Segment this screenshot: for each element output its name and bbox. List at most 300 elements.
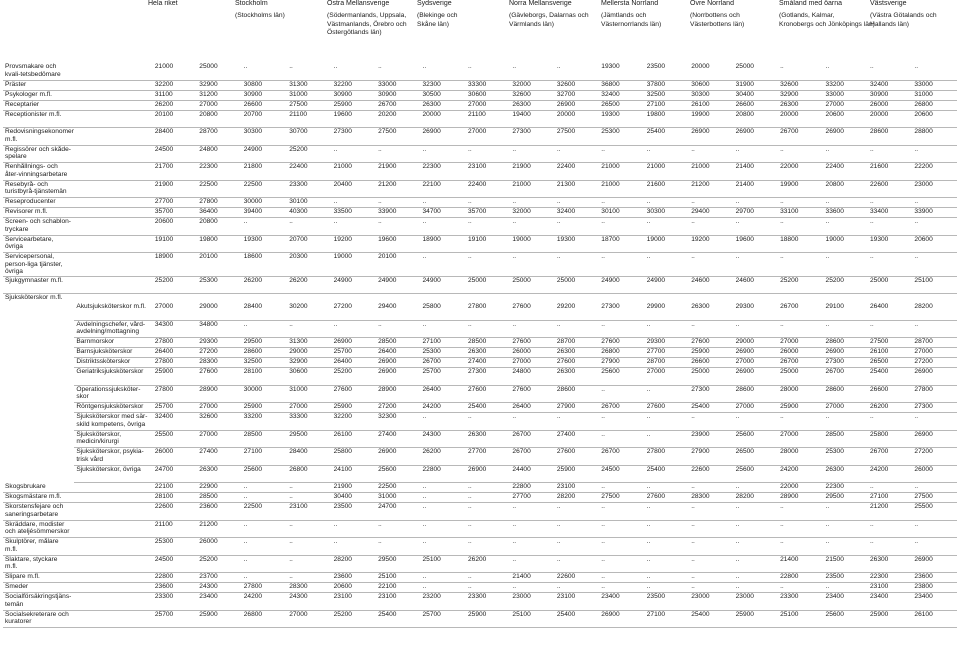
- occupation-row: [3, 128, 957, 146]
- salary-value: 22500: [242, 503, 287, 521]
- salary-value: 28200: [734, 493, 778, 503]
- salary-value: ..: [868, 520, 912, 538]
- salary-value: ..: [645, 503, 689, 521]
- salary-value: 28900: [376, 385, 420, 403]
- occupation-label: Sjuksköterskor, medicin/kirurgi: [74, 430, 153, 448]
- salary-value: 27500: [555, 128, 599, 146]
- salary-value: 23400: [912, 593, 957, 611]
- salary-value: ..: [510, 145, 554, 163]
- salary-value: 19200: [689, 235, 733, 253]
- salary-value: ..: [824, 320, 868, 338]
- salary-value: ..: [734, 413, 778, 431]
- salary-value: 26200: [153, 100, 197, 110]
- salary-value: 21100: [153, 520, 197, 538]
- salary-value: ..: [332, 538, 376, 556]
- salary-value: 26800: [287, 465, 331, 483]
- salary-value: 22600: [555, 573, 599, 583]
- occupation-label: [3, 593, 153, 611]
- salary-value: 26200: [466, 555, 510, 573]
- occupation-label: [3, 63, 153, 80]
- salary-value: 23000: [734, 593, 778, 611]
- salary-value: ..: [645, 145, 689, 163]
- salary-value: 25100: [510, 610, 554, 628]
- salary-value: 28300: [689, 493, 733, 503]
- salary-value: 19600: [376, 235, 420, 253]
- salary-value: ..: [599, 413, 644, 431]
- salary-value: 26700: [778, 128, 823, 146]
- salary-value: ..: [689, 538, 733, 556]
- salary-value: ..: [599, 555, 644, 573]
- salary-value: ..: [734, 583, 778, 593]
- occupation-label: [3, 100, 153, 110]
- salary-value: 19300: [868, 235, 912, 253]
- salary-value: ..: [287, 483, 331, 493]
- salary-value: 28400: [242, 303, 287, 320]
- salary-value: 32200: [332, 413, 376, 431]
- region-column-header: [870, 0, 937, 29]
- salary-value: 27800: [197, 198, 241, 208]
- region-name: Småland med öarna: [779, 0, 843, 7]
- salary-value: 18700: [599, 235, 644, 253]
- salary-value: 21000: [599, 163, 644, 181]
- salary-value: ..: [689, 555, 733, 573]
- salary-value: 25400: [466, 403, 510, 413]
- salary-value: ..: [868, 145, 912, 163]
- salary-value: 28000: [778, 448, 823, 466]
- salary-value: 27000: [778, 430, 823, 448]
- occupation-row: [3, 253, 957, 277]
- salary-value: ..: [242, 63, 287, 80]
- occupation-label: [3, 128, 153, 146]
- salary-value: ..: [778, 503, 823, 521]
- salary-value: ..: [555, 198, 599, 208]
- salary-value: 20600: [912, 110, 957, 128]
- salary-value: ..: [421, 63, 466, 80]
- salary-value: ..: [734, 218, 778, 236]
- salary-value: 21200: [689, 180, 733, 198]
- salary-value: 24100: [332, 465, 376, 483]
- salary-value: 32600: [555, 80, 599, 90]
- salary-value: 32300: [376, 413, 420, 431]
- salary-value: 26200: [242, 276, 287, 294]
- occupation-label: Barnsjuksköterskor: [74, 348, 153, 358]
- salary-value: 27100: [421, 338, 466, 348]
- salary-value: 27000: [734, 403, 778, 413]
- indent-cell: [3, 320, 74, 338]
- salary-value: 19300: [599, 110, 644, 128]
- region-name: Östra Mellansverige: [327, 0, 390, 7]
- occupation-row: [3, 208, 957, 218]
- salary-value: 27700: [153, 198, 197, 208]
- salary-value: 26900: [376, 358, 420, 368]
- occupation-label: [3, 610, 153, 628]
- nurse-subcategory-row: [3, 320, 957, 338]
- salary-value: ..: [734, 555, 778, 573]
- salary-value: 30900: [332, 90, 376, 100]
- salary-value: 34800: [197, 320, 241, 338]
- salary-value: 33000: [376, 80, 420, 90]
- nurse-subcategory-row: [3, 448, 957, 466]
- occupation-label-text: Resebyrå- och turistbyrå-tjänstemän: [5, 180, 67, 196]
- salary-value: 26000: [868, 100, 912, 110]
- salary-value: ..: [510, 253, 554, 277]
- salary-value: 33200: [242, 413, 287, 431]
- occupation-label: [3, 110, 153, 128]
- salary-value: 32600: [197, 413, 241, 431]
- salary-value: 27600: [555, 448, 599, 466]
- salary-value: 23500: [824, 573, 868, 583]
- salary-value: 25600: [734, 430, 778, 448]
- salary-value: 24500: [153, 145, 197, 163]
- salary-value: 26300: [466, 348, 510, 358]
- salary-value: 32400: [153, 413, 197, 431]
- salary-value: ..: [912, 218, 957, 236]
- salary-value: 22300: [197, 163, 241, 181]
- salary-value: 28500: [466, 338, 510, 348]
- salary-value: 29400: [376, 303, 420, 320]
- salary-value: ..: [466, 483, 510, 493]
- salary-value: 21100: [466, 110, 510, 128]
- salary-value: ..: [912, 483, 957, 493]
- salary-value: ..: [242, 218, 287, 236]
- salary-value: ..: [645, 413, 689, 431]
- salary-value: 25000: [197, 63, 241, 80]
- salary-value: 26900: [599, 610, 644, 628]
- salary-value: 21900: [332, 483, 376, 493]
- occupation-row: [3, 538, 957, 556]
- salary-value: 27200: [912, 448, 957, 466]
- salary-value: 28400: [287, 448, 331, 466]
- salary-value: 21200: [376, 180, 420, 198]
- salary-value: ..: [645, 218, 689, 236]
- salary-value: ..: [421, 413, 466, 431]
- salary-value: 30600: [689, 80, 733, 90]
- salary-value: 30000: [242, 198, 287, 208]
- salary-value: 27600: [645, 403, 689, 413]
- salary-value: ..: [332, 63, 376, 80]
- salary-value: 24400: [510, 465, 554, 483]
- salary-value: 20600: [153, 218, 197, 236]
- salary-value: 25300: [824, 448, 868, 466]
- salary-value: 27800: [466, 303, 510, 320]
- group-heading-row: [3, 294, 957, 304]
- salary-value: 19100: [466, 235, 510, 253]
- salary-value: 25800: [868, 430, 912, 448]
- salary-value: 18900: [421, 235, 466, 253]
- salary-value: 24900: [332, 276, 376, 294]
- salary-value: ..: [421, 253, 466, 277]
- salary-value: ..: [868, 483, 912, 493]
- salary-value: 28200: [912, 303, 957, 320]
- occupation-label: [3, 583, 153, 593]
- salary-value: ..: [912, 538, 957, 556]
- salary-value: 26400: [332, 358, 376, 368]
- salary-value: 30700: [287, 128, 331, 146]
- salary-value: 23600: [912, 573, 957, 583]
- salary-value: 29300: [734, 303, 778, 320]
- salary-value: ..: [599, 198, 644, 208]
- salary-value: 27000: [197, 403, 241, 413]
- nurse-subcategory-row: [3, 465, 957, 483]
- salary-value: 29000: [734, 338, 778, 348]
- salary-value: 33500: [332, 208, 376, 218]
- occupation-label: [3, 208, 153, 218]
- salary-value: 24900: [645, 276, 689, 294]
- salary-value: 28200: [332, 555, 376, 573]
- occupation-label-text: Sjukgymnaster m.fl.: [5, 276, 63, 284]
- salary-value: 31000: [287, 90, 331, 100]
- salary-value: 31300: [287, 80, 331, 90]
- salary-value: 23100: [287, 503, 331, 521]
- salary-value: 28700: [197, 128, 241, 146]
- salary-value: 26400: [376, 348, 420, 358]
- occupation-label: Sjuksköterskor, psykia-trisk vård: [74, 448, 153, 466]
- salary-value: 31000: [287, 385, 331, 403]
- salary-value: ..: [242, 483, 287, 493]
- salary-value: 20800: [824, 180, 868, 198]
- salary-value: 22500: [376, 483, 420, 493]
- occupation-row: [3, 180, 957, 198]
- salary-value: 23300: [153, 593, 197, 611]
- salary-value: ..: [332, 320, 376, 338]
- salary-value: 22400: [824, 163, 868, 181]
- salary-value: 23500: [332, 503, 376, 521]
- salary-value: 22300: [421, 163, 466, 181]
- salary-value: 22800: [510, 483, 554, 493]
- salary-value: 29400: [689, 208, 733, 218]
- salary-value: ..: [376, 198, 420, 208]
- salary-value: ..: [599, 253, 644, 277]
- salary-value: 25600: [599, 368, 644, 386]
- salary-value: 24900: [599, 276, 644, 294]
- salary-value: 40300: [287, 208, 331, 218]
- region-counties: (Norrbottens och Västerbottens län): [690, 12, 745, 28]
- salary-value: 26700: [510, 448, 554, 466]
- salary-value: 26300: [824, 465, 868, 483]
- salary-value: 20100: [376, 253, 420, 277]
- salary-value: 26400: [421, 385, 466, 403]
- salary-value: 32900: [197, 80, 241, 90]
- salary-value: 25900: [689, 348, 733, 358]
- salary-value: 32600: [778, 80, 823, 90]
- salary-value: 25600: [734, 465, 778, 483]
- salary-value: ..: [645, 520, 689, 538]
- occupation-label: [3, 503, 153, 521]
- salary-value: ..: [778, 145, 823, 163]
- salary-value: ..: [555, 503, 599, 521]
- occupation-row: [3, 63, 957, 80]
- salary-value: 32400: [599, 90, 644, 100]
- salary-value: ..: [421, 520, 466, 538]
- salary-value: 31000: [912, 90, 957, 100]
- salary-value: 26300: [197, 465, 241, 483]
- salary-value: ..: [824, 583, 868, 593]
- salary-value: 32900: [778, 90, 823, 100]
- salary-value: ..: [778, 253, 823, 277]
- salary-value: 25600: [824, 610, 868, 628]
- salary-value: 27200: [197, 348, 241, 358]
- salary-value: 29200: [555, 303, 599, 320]
- occupation-label: [3, 520, 153, 538]
- occupation-label: [3, 235, 153, 253]
- occupation-label-text: Smeder: [5, 583, 29, 591]
- salary-value: 27900: [555, 403, 599, 413]
- salary-value: ..: [510, 520, 554, 538]
- salary-value: 29500: [242, 338, 287, 348]
- occupation-label-text: Screen- och schablon-tryckare: [5, 218, 71, 233]
- salary-value: 32900: [287, 358, 331, 368]
- salary-value: ..: [242, 320, 287, 338]
- salary-value: 26500: [599, 100, 644, 110]
- salary-value: 19400: [510, 110, 554, 128]
- salary-value: 28100: [242, 368, 287, 386]
- salary-value: 20700: [242, 110, 287, 128]
- salary-value: 24200: [421, 403, 466, 413]
- salary-value: 21300: [555, 180, 599, 198]
- salary-value: ..: [555, 583, 599, 593]
- salary-value: 32500: [645, 90, 689, 100]
- salary-value: 26300: [778, 100, 823, 110]
- salary-value: 19600: [734, 235, 778, 253]
- salary-value: 27800: [153, 385, 197, 403]
- salary-value: 22300: [824, 483, 868, 493]
- salary-value: 27400: [555, 430, 599, 448]
- salary-value: ..: [510, 198, 554, 208]
- salary-value: 20600: [332, 583, 376, 593]
- salary-value: 26300: [555, 348, 599, 358]
- salary-value: 25000: [510, 276, 554, 294]
- salary-value: 27000: [734, 358, 778, 368]
- salary-value: 21000: [645, 163, 689, 181]
- salary-value: 25600: [376, 465, 420, 483]
- salary-value: ..: [376, 320, 420, 338]
- salary-value: 26000: [197, 538, 241, 556]
- salary-value: 22400: [287, 163, 331, 181]
- salary-value: 25400: [689, 610, 733, 628]
- region-column-header: [235, 0, 285, 21]
- salary-value: 29500: [376, 555, 420, 573]
- salary-value: ..: [287, 555, 331, 573]
- salary-value: ..: [510, 413, 554, 431]
- salary-value: 20300: [287, 253, 331, 277]
- salary-value: 26500: [868, 358, 912, 368]
- salary-value: 27600: [466, 385, 510, 403]
- salary-value: 33400: [868, 208, 912, 218]
- salary-value: 22400: [466, 180, 510, 198]
- salary-value: 32700: [555, 90, 599, 100]
- salary-value: 22000: [778, 483, 823, 493]
- salary-value: 25000: [689, 368, 733, 386]
- salary-value: 29100: [824, 303, 868, 320]
- salary-value: 21800: [242, 163, 287, 181]
- salary-value: 25900: [332, 100, 376, 110]
- salary-value: 19300: [555, 235, 599, 253]
- salary-value: 22200: [912, 163, 957, 181]
- salary-value: 27000: [287, 403, 331, 413]
- salary-value: 23300: [466, 593, 510, 611]
- salary-value: 27300: [912, 403, 957, 413]
- occupation-label: [3, 180, 153, 198]
- salary-value: ..: [421, 320, 466, 338]
- salary-value: 30800: [242, 80, 287, 90]
- salary-value: 26100: [912, 610, 957, 628]
- salary-value: ..: [912, 520, 957, 538]
- salary-value: 25700: [153, 403, 197, 413]
- salary-value: 26300: [466, 430, 510, 448]
- salary-value: ..: [466, 583, 510, 593]
- salary-value: 26900: [912, 430, 957, 448]
- salary-value: 30600: [466, 90, 510, 100]
- salary-value: 19200: [332, 235, 376, 253]
- salary-value: 28500: [242, 430, 287, 448]
- salary-value: 19000: [332, 253, 376, 277]
- salary-value: 27700: [645, 348, 689, 358]
- salary-value: 24300: [287, 593, 331, 611]
- salary-value: 27800: [153, 358, 197, 368]
- salary-value: 18600: [242, 253, 287, 277]
- salary-value: 27300: [466, 368, 510, 386]
- salary-value: ..: [376, 520, 420, 538]
- salary-value: 30100: [287, 198, 331, 208]
- salary-value: ..: [868, 198, 912, 208]
- salary-value: ..: [242, 520, 287, 538]
- salary-value: 32600: [510, 90, 554, 100]
- salary-value: 28700: [645, 358, 689, 368]
- salary-value: 27200: [376, 403, 420, 413]
- salary-value: ..: [645, 253, 689, 277]
- salary-value: 22000: [778, 163, 823, 181]
- indent-cell: [3, 385, 74, 403]
- salary-value: ..: [778, 413, 823, 431]
- salary-value: 27300: [689, 385, 733, 403]
- salary-value: 25900: [868, 610, 912, 628]
- nurse-subcategory-row: [3, 385, 957, 403]
- salary-value: 27600: [510, 385, 554, 403]
- salary-value: ..: [599, 573, 644, 583]
- salary-value: 26700: [510, 430, 554, 448]
- occupation-row: [3, 276, 957, 294]
- salary-value: 32200: [153, 80, 197, 90]
- salary-value: 25100: [421, 555, 466, 573]
- salary-value: 27000: [510, 358, 554, 368]
- salary-value: ..: [466, 198, 510, 208]
- salary-value: ..: [912, 320, 957, 338]
- occupation-label-text: Renhållnings- och åter-vinningsarbetare: [5, 163, 68, 178]
- salary-value: ..: [734, 145, 778, 163]
- occupation-label: Sjuksköterskor med sär-skild kompetens, övriga: [74, 413, 153, 431]
- salary-value: ..: [466, 538, 510, 556]
- salary-value: 25300: [421, 348, 466, 358]
- salary-value: 25400: [689, 403, 733, 413]
- salary-value: 24200: [778, 465, 823, 483]
- salary-value: 19600: [332, 110, 376, 128]
- salary-value: 34300: [153, 320, 197, 338]
- salary-value: ..: [421, 583, 466, 593]
- salary-value: 26800: [242, 610, 287, 628]
- salary-value: 19800: [645, 110, 689, 128]
- salary-value: 21000: [332, 163, 376, 181]
- salary-value: 26900: [824, 128, 868, 146]
- salary-value: 26700: [824, 368, 868, 386]
- salary-value: ..: [466, 493, 510, 503]
- salary-value: 26300: [510, 100, 554, 110]
- occupation-row: [3, 483, 957, 493]
- salary-value: 21200: [197, 520, 241, 538]
- nurse-subcategory-row: [3, 430, 957, 448]
- salary-value: ..: [287, 538, 331, 556]
- salary-value: 28300: [287, 583, 331, 593]
- salary-value: ..: [868, 320, 912, 338]
